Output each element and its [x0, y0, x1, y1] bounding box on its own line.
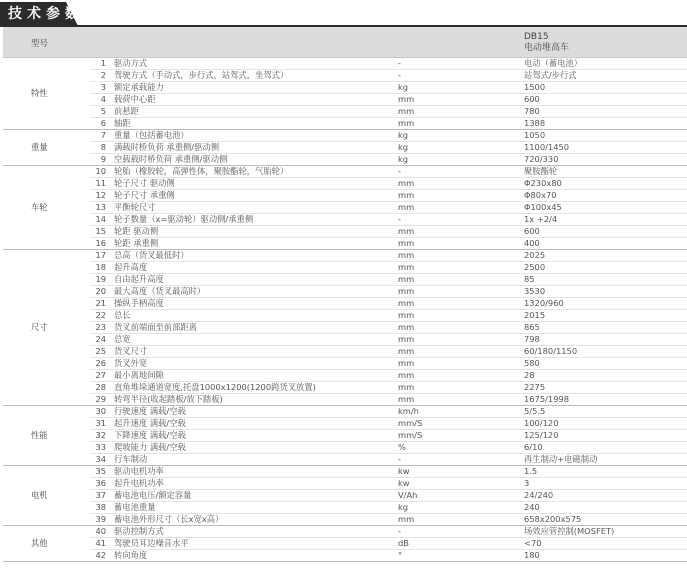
spec-number: 3	[90, 82, 114, 94]
spec-value: 2015	[524, 310, 687, 322]
spec-number: 42	[90, 550, 114, 562]
spec-row	[3, 70, 687, 82]
spec-number: 19	[90, 274, 114, 286]
spec-number: 17	[90, 250, 114, 262]
group-label: 重量	[3, 130, 90, 166]
spec-value: 1675/1998	[524, 394, 687, 406]
model-label: 型号	[31, 39, 49, 49]
spec-value: 1100/1450	[524, 142, 687, 154]
spec-row	[3, 238, 687, 250]
spec-unit: mm/S	[398, 418, 524, 430]
spec-value: 3	[524, 478, 687, 490]
spec-unit: -	[398, 526, 524, 538]
spec-number: 10	[90, 166, 114, 178]
group-label: 性能	[3, 406, 90, 466]
spec-name: 操纵手柄高度	[114, 298, 398, 310]
spec-unit: mm	[398, 370, 524, 382]
table-header	[3, 27, 687, 58]
spec-value: 站驾式/步行式	[524, 70, 687, 82]
spec-name: 轮距 驱动侧	[114, 226, 398, 238]
spec-number: 28	[90, 382, 114, 394]
spec-row	[3, 214, 687, 226]
spec-value: 1x +2/4	[524, 214, 687, 226]
spec-name: 起升速度 满载/空载	[114, 418, 398, 430]
spec-unit: -	[398, 214, 524, 226]
spec-number: 16	[90, 238, 114, 250]
spec-value: 658x200x575	[524, 514, 687, 526]
title-divider	[0, 25, 687, 27]
spec-value: 85	[524, 274, 687, 286]
spec-name: 轮子数量（x=驱动轮）驱动侧/承重侧	[114, 214, 398, 226]
spec-value: <70	[524, 538, 687, 550]
spec-row	[3, 394, 687, 406]
spec-value: 600	[524, 226, 687, 238]
spec-number: 12	[90, 190, 114, 202]
group-label: 特性	[3, 58, 90, 130]
spec-name: 最小离地间隙	[114, 370, 398, 382]
spec-number: 39	[90, 514, 114, 526]
spec-value: 600	[524, 94, 687, 106]
spec-name: 最大高度（货叉最高时）	[114, 286, 398, 298]
spec-name: 总高（货叉最低时）	[114, 250, 398, 262]
spec-row	[3, 94, 687, 106]
spec-number: 40	[90, 526, 114, 538]
spec-value: 720/330	[524, 154, 687, 166]
spec-value: 580	[524, 358, 687, 370]
spec-value: 798	[524, 334, 687, 346]
spec-name: 直角堆垛通道宽度,托盘1000x1200(1200跨货叉放置)	[114, 382, 398, 394]
spec-value: 2500	[524, 262, 687, 274]
spec-number: 32	[90, 430, 114, 442]
spec-name: 额定承载能力	[114, 82, 398, 94]
spec-unit: mm	[398, 238, 524, 250]
spec-name: 蓄电池外形尺寸（长x宽x高）	[114, 514, 398, 526]
spec-number: 31	[90, 418, 114, 430]
spec-unit: mm	[398, 202, 524, 214]
spec-row	[3, 490, 687, 502]
spec-number: 21	[90, 298, 114, 310]
spec-row	[3, 118, 687, 130]
spec-number: 8	[90, 142, 114, 154]
spec-number: 5	[90, 106, 114, 118]
spec-unit: mm	[398, 178, 524, 190]
spec-number: 13	[90, 202, 114, 214]
spec-value: 1320/960	[524, 298, 687, 310]
spec-value: 400	[524, 238, 687, 250]
spec-value: 电动（蓄电池）	[524, 58, 687, 70]
spec-unit: mm	[398, 286, 524, 298]
spec-row	[3, 370, 687, 382]
spec-value: 180	[524, 550, 687, 562]
spec-value: 1050	[524, 130, 687, 142]
spec-row	[3, 334, 687, 346]
spec-unit: mm	[398, 274, 524, 286]
spec-number: 14	[90, 214, 114, 226]
spec-unit: mm	[398, 226, 524, 238]
spec-number: 15	[90, 226, 114, 238]
spec-value: 865	[524, 322, 687, 334]
spec-number: 36	[90, 478, 114, 490]
spec-row	[3, 106, 687, 118]
spec-name: 行驶速度 满载/空载	[114, 406, 398, 418]
spec-row	[3, 478, 687, 490]
spec-row	[3, 322, 687, 334]
spec-value: 780	[524, 106, 687, 118]
spec-name: 轴距	[114, 118, 398, 130]
spec-number: 27	[90, 370, 114, 382]
spec-value: 1388	[524, 118, 687, 130]
spec-number: 22	[90, 310, 114, 322]
spec-name: 转向角度	[114, 550, 398, 562]
spec-number: 4	[90, 94, 114, 106]
spec-name: 货叉外宽	[114, 358, 398, 370]
spec-number: 37	[90, 490, 114, 502]
spec-row	[3, 250, 687, 262]
spec-value: 再生制动+电磁制动	[524, 454, 687, 466]
spec-number: 7	[90, 130, 114, 142]
spec-number: 35	[90, 466, 114, 478]
spec-unit: kg	[398, 142, 524, 154]
spec-number: 24	[90, 334, 114, 346]
spec-table	[3, 58, 687, 562]
spec-row	[3, 418, 687, 430]
spec-name: 爬坡能力 满载/空载	[114, 442, 398, 454]
spec-row	[3, 550, 687, 562]
spec-value: 6/10	[524, 442, 687, 454]
spec-row	[3, 166, 687, 178]
spec-unit: mm/S	[398, 430, 524, 442]
spec-unit: kw	[398, 466, 524, 478]
spec-unit: mm	[398, 394, 524, 406]
spec-row	[3, 82, 687, 94]
spec-name: 前悬距	[114, 106, 398, 118]
spec-unit: -	[398, 70, 524, 82]
spec-row	[3, 262, 687, 274]
spec-unit: kw	[398, 478, 524, 490]
spec-unit: mm	[398, 334, 524, 346]
spec-number: 33	[90, 442, 114, 454]
spec-number: 25	[90, 346, 114, 358]
group-label: 车轮	[3, 166, 90, 250]
spec-row	[3, 202, 687, 214]
spec-value: Φ100x45	[524, 202, 687, 214]
spec-row	[3, 310, 687, 322]
spec-number: 9	[90, 154, 114, 166]
spec-row	[3, 358, 687, 370]
spec-unit: %	[398, 442, 524, 454]
spec-unit: mm	[398, 310, 524, 322]
spec-unit: kg	[398, 154, 524, 166]
spec-unit: mm	[398, 106, 524, 118]
spec-number: 1	[90, 58, 114, 70]
spec-row	[3, 154, 687, 166]
spec-name: 蓄电池重量	[114, 502, 398, 514]
spec-number: 18	[90, 262, 114, 274]
spec-unit: mm	[398, 382, 524, 394]
spec-unit: mm	[398, 94, 524, 106]
spec-name: 轮子尺寸 承重侧	[114, 190, 398, 202]
spec-name: 自由起升高度	[114, 274, 398, 286]
spec-value: 5/5.5	[524, 406, 687, 418]
spec-row	[3, 514, 687, 526]
model-description: 电动堆高车	[524, 43, 570, 53]
spec-row	[3, 442, 687, 454]
spec-name: 总长	[114, 310, 398, 322]
spec-name: 重量（包括蓄电池）	[114, 130, 398, 142]
spec-unit: mm	[398, 262, 524, 274]
spec-row	[3, 190, 687, 202]
spec-name: 载荷中心距	[114, 94, 398, 106]
spec-row	[3, 406, 687, 418]
model-name: DB15	[524, 32, 549, 42]
spec-row	[3, 538, 687, 550]
spec-name: 蓄电池电压/额定容量	[114, 490, 398, 502]
spec-name: 驾驶员耳边噪音水平	[114, 538, 398, 550]
spec-number: 23	[90, 322, 114, 334]
spec-row	[3, 466, 687, 478]
spec-unit: mm	[398, 118, 524, 130]
spec-number: 34	[90, 454, 114, 466]
spec-name: 转弯半径(收起踏板/放下踏板)	[114, 394, 398, 406]
spec-value: 1.5	[524, 466, 687, 478]
group-label: 电机	[3, 466, 90, 526]
spec-unit: °	[398, 550, 524, 562]
spec-name: 驱动控制方式	[114, 526, 398, 538]
spec-row	[3, 58, 687, 70]
spec-name: 满载时桥负荷 承重侧/驱动侧	[114, 142, 398, 154]
spec-unit: V/Ah	[398, 490, 524, 502]
spec-name: 空载载时桥负荷 承重侧/驱动侧	[114, 154, 398, 166]
spec-name: 轮胎（橡胶轮，高弹性体，聚胺酯轮，气胎轮）	[114, 166, 398, 178]
spec-name: 轮子尺寸 驱动侧	[114, 178, 398, 190]
spec-value: 60/180/1150	[524, 346, 687, 358]
spec-row	[3, 526, 687, 538]
spec-value: 125/120	[524, 430, 687, 442]
spec-number: 6	[90, 118, 114, 130]
spec-value: 240	[524, 502, 687, 514]
spec-name: 轮距 承重侧	[114, 238, 398, 250]
spec-number: 2	[90, 70, 114, 82]
spec-number: 11	[90, 178, 114, 190]
spec-unit: -	[398, 166, 524, 178]
spec-name: 驱动方式	[114, 58, 398, 70]
spec-value: Φ230x80	[524, 178, 687, 190]
spec-name: 驾驶方式（手动式，步行式，站驾式，坐驾式）	[114, 70, 398, 82]
spec-number: 38	[90, 502, 114, 514]
spec-value: 场效应管控制(MOSFET)	[524, 526, 687, 538]
spec-number: 30	[90, 406, 114, 418]
group-label: 尺寸	[3, 250, 90, 406]
spec-unit: mm	[398, 250, 524, 262]
spec-value: 24/240	[524, 490, 687, 502]
spec-unit: -	[398, 58, 524, 70]
spec-unit: km/h	[398, 406, 524, 418]
spec-value: 100/120	[524, 418, 687, 430]
spec-name: 平衡轮尺寸	[114, 202, 398, 214]
spec-name: 起升高度	[114, 262, 398, 274]
group-label: 其他	[3, 526, 90, 562]
spec-row	[3, 142, 687, 154]
spec-unit: mm	[398, 190, 524, 202]
spec-name: 货叉尺寸	[114, 346, 398, 358]
spec-row	[3, 178, 687, 190]
spec-unit: dB	[398, 538, 524, 550]
spec-unit: mm	[398, 298, 524, 310]
spec-name: 下降速度 满载/空载	[114, 430, 398, 442]
spec-row	[3, 346, 687, 358]
spec-value: 2275	[524, 382, 687, 394]
model-cell	[524, 32, 569, 54]
spec-row	[3, 130, 687, 142]
spec-value: 28	[524, 370, 687, 382]
spec-value: Φ80x70	[524, 190, 687, 202]
spec-unit: mm	[398, 346, 524, 358]
spec-name: 行车制动	[114, 454, 398, 466]
spec-row	[3, 502, 687, 514]
spec-number: 29	[90, 394, 114, 406]
spec-unit: mm	[398, 514, 524, 526]
spec-number: 20	[90, 286, 114, 298]
spec-row	[3, 298, 687, 310]
spec-unit: kg	[398, 130, 524, 142]
section-title: 技术参数	[8, 6, 84, 22]
spec-unit: kg	[398, 82, 524, 94]
spec-value: 3530	[524, 286, 687, 298]
spec-value: 2025	[524, 250, 687, 262]
spec-value: 1500	[524, 82, 687, 94]
spec-name: 起升电机功率	[114, 478, 398, 490]
spec-unit: -	[398, 454, 524, 466]
spec-row	[3, 382, 687, 394]
spec-row	[3, 226, 687, 238]
spec-name: 驱动电机功率	[114, 466, 398, 478]
spec-unit: kg	[398, 502, 524, 514]
spec-name: 货叉前端面至前部距离	[114, 322, 398, 334]
spec-value: 聚胺酯轮	[524, 166, 687, 178]
spec-row	[3, 430, 687, 442]
spec-number: 26	[90, 358, 114, 370]
spec-unit: mm	[398, 322, 524, 334]
spec-row	[3, 274, 687, 286]
spec-unit: mm	[398, 358, 524, 370]
spec-number: 41	[90, 538, 114, 550]
spec-name: 总宽	[114, 334, 398, 346]
spec-row	[3, 454, 687, 466]
spec-row	[3, 286, 687, 298]
